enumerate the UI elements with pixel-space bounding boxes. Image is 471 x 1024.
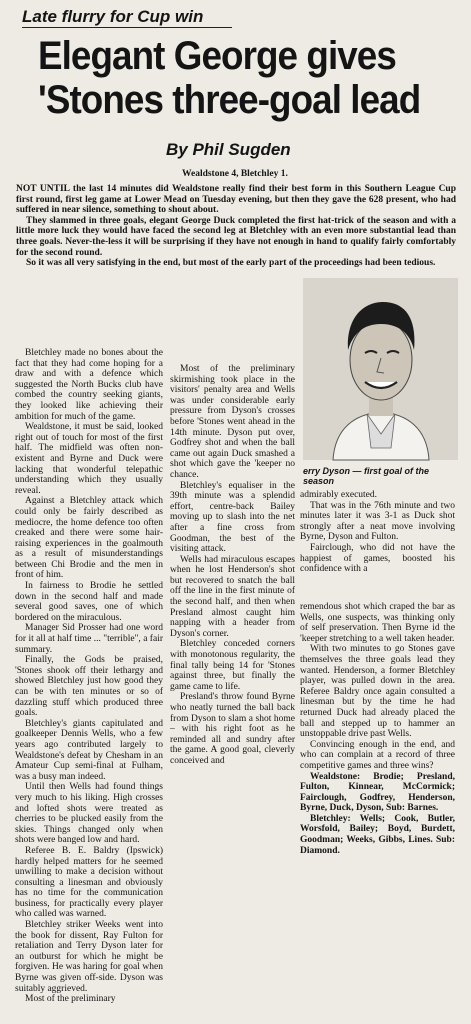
column-paragraph: Convincing enough in the end, and who can complain at a record of three competitive games and three wins? <box>300 739 455 771</box>
headline-line-1: Elegant George gives <box>38 34 396 78</box>
column-paragraph: Manager Sid Prosser had one word for it all at half time ... "terrible", a fair summary. <box>15 623 163 655</box>
column-paragraph: Most of the preliminary <box>25 994 116 1005</box>
player-photo <box>303 278 458 460</box>
kicker-heading: Late flurry for Cup win <box>22 8 232 28</box>
column-paragraph: With two minutes to go Stones gave themselves the three goals lead they wanted. Henderson, a former Bletchley player, was pulled down in the area. Referee Baldry once again consulted a linesman but by the time he had returned Duck had already placed the ball and stepped up to hammer an unstoppable drive past Wells. <box>300 644 455 740</box>
column-paragraph: admirably executed. <box>300 490 378 500</box>
article-column-1 <box>15 348 163 1014</box>
column-paragraph: That was in the 76th minute and two minutes later it was 3-1 as Duck shot strongly after a neat move involving Byrne, Dyson and Fulton. <box>300 500 455 543</box>
headline <box>38 34 424 122</box>
column-paragraph: Fairclough, who did not have the happiest of games, boosted his confidence with a <box>300 542 455 575</box>
article-column-3-upper <box>300 490 455 588</box>
column-paragraph: Wells had miraculous escapes when he lost Henderson's shot but recovered to snatch the ball off the line in the first minute of the second half, and then when Presland almost caught him napping with a header from Dyson's corner. <box>170 554 295 639</box>
column-paragraph: Bletchley's giants capitulated and goalkeeper Dennis Wells, who a few years ago contributed largely to Wealdstone's defeat by Chesham in an Amateur Cup semi-final at Fulham, was a busy man indeed. <box>15 718 163 782</box>
portrait-illustration <box>303 278 458 460</box>
headline-line-2: 'Stones three-goal lead <box>38 78 421 122</box>
column-paragraph: remendous shot which craped the bar as Wells, one suspects, was thinking only of self preservation. Then Byrne id the 'keeper stretching to a well taken header. <box>300 602 455 644</box>
column-paragraph: Bletchley made no bones about the fact that they had come hoping for a draw and with a defence which suggested the North Bucks club have combed the country seeking giants, they looked like achieving their ambition for much of the game. <box>15 348 163 422</box>
column-paragraph: Bletchley striker Weeks went into the book for dissent, Ray Fulton for retaliation and Terry Dyson later for an outburst for which he might be forgiven. He was haring for goal when Byrne was given off-side. Dyson was suitably aggrieved. <box>15 920 163 994</box>
column-paragraph: In fairness to Brodie he settled down in the second half and made several good saves, one of which bordered on the miraculous. <box>15 581 163 623</box>
match-result: Wealdstone 4, Bletchley 1. <box>182 169 288 179</box>
article-column-3-lower <box>300 602 455 982</box>
intro-paragraph: So it was all very satisfying in the end, but most of the early part of the proceedings had been tedious. <box>26 258 436 269</box>
intro-paragraph: NOT UNTIL the last 14 minutes did Wealdstone really find their best form in this Southern League Cup first round, first leg game at Lower Mead on Tuesday evening, but then they gave the 628 present, who had suffered in near silence, something to shout about. <box>16 184 456 216</box>
photo-caption: erry Dyson — first goal of the season <box>303 466 430 486</box>
intro-paragraph: They slammed in three goals, elegant George Duck completed the first hat-trick of the season and with a little more luck they would have faced the second leg at Bletchley with an even more substantial lead than three goals. Never-the-less it will be surprising if they have not enough in hand to qualify fairly comfortably for the second round. <box>16 215 456 258</box>
column-paragraph: Until then Wells had found things very much to his liking. High crosses and lofted shots were treated as cherries to be plucked easily from the skies. Things changed only when shots were banged low and hard. <box>15 782 163 846</box>
column-paragraph: Bletchley conceded corners with monotonous regularity, the final tally being 14 for 'Stones against three, but finally the game came to life. <box>170 639 295 692</box>
byline: By Phil Sugden <box>166 140 291 159</box>
team-lineup-bletchley: Bletchley: Wells; Cook, Butler, Worsfold, Bailey; Boyd, Burdett, Goodman; Weeks, Gibbs, Lines. Sub: Diamond. <box>300 813 455 856</box>
column-paragraph: Finally, the Gods be praised, 'Stones shook off their lethargy and showed Bletchley just how good they can be with ten minutes or so of dazzling stuff which produced three goals. <box>15 655 163 719</box>
column-paragraph: Referee B. E. Baldry (Ipswick) hardly helped matters for he seemed unwilling to make a decision without consulting a linesman and obviously has no time for the communication business, for practically every player who called was warned. <box>15 845 163 920</box>
column-paragraph: Bletchley's equaliser in the 39th minute was a splendid effort, centre-back Bailey moving up to slash into the net after a fine cross from Goodman, the best of the visiting attack. <box>170 480 295 555</box>
column-paragraph: Against a Bletchley attack which could only be fairly described as mediocre, the home defence too often creaked and there were some hair-raising experiences in the goalmouth as a result of misunderstandings between Chi Brodie and the men in front of him. <box>15 496 163 581</box>
column-paragraph: Wealdstone, it must be said, looked right out of touch for most of the first half. The midfield was often non-existent and Byrne and Duck were lacking that wonderful telepathic understanding which they usually reveal. <box>15 422 163 496</box>
article-column-2 <box>170 364 295 766</box>
team-lineup-wealdstone: Wealdstone: Brodie; Presland, Fulton, Kinnear, McCormick; Fairclough, Godfrey, Henderson, Byrne, Duck, Dyson, Sub: Barnes. <box>300 771 455 814</box>
column-paragraph: Most of the preliminary skirmishing took place in the visitors' penalty area and Wells was under considerable early pressure from Dyson's crosses before 'Stones went ahead in the 14th minute. Dyson put over, Godfrey shot and when the ball came out again Duck smashed a shot which gave the 'keeper no chance. <box>170 364 295 480</box>
column-paragraph: Presland's throw found Byrne who neatly turned the ball back from Dyson to slam a shot home – with his right foot as he reminded all and sundry after the game. A good goal, cleverly conceived and <box>170 692 295 766</box>
